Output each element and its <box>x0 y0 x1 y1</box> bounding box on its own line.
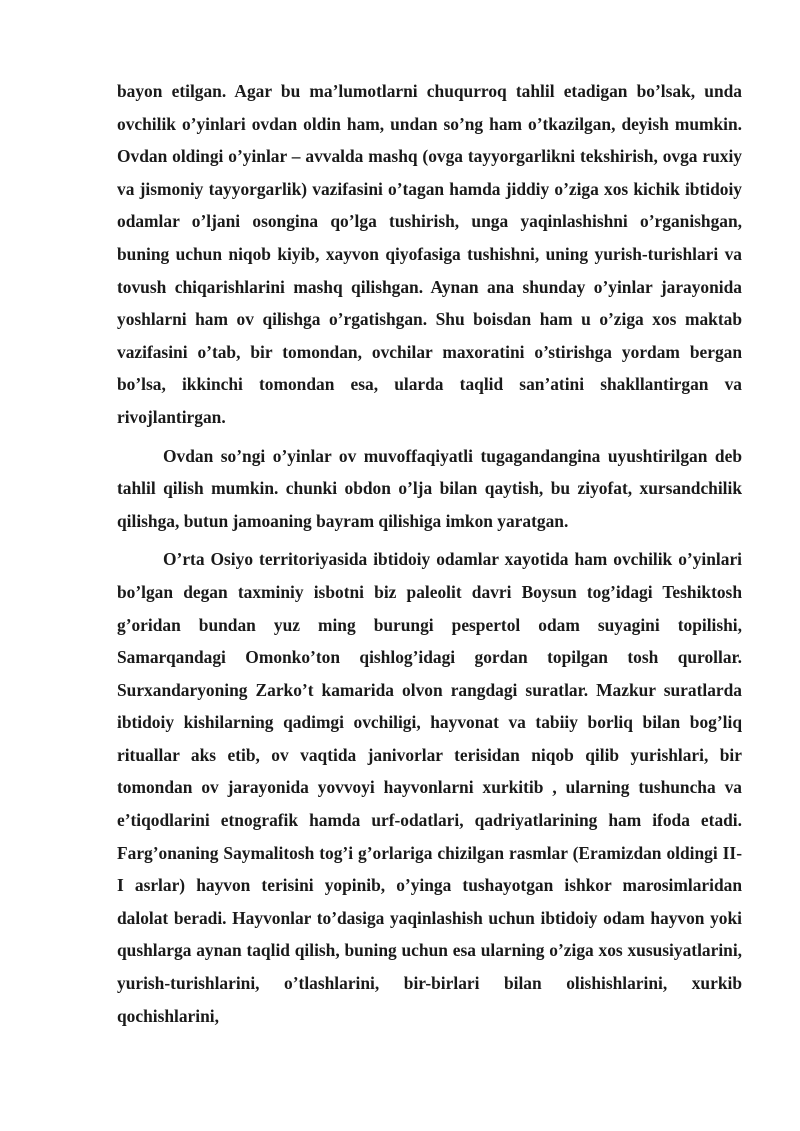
paragraph-2: Ovdan so’ngi o’yinlar ov muvoffaqiyatli tugagandangina uyushtirilgan deb tahlil qilish mumkin. chunki obdon o’lja bilan qaytish, bu ziyofat, xursandchilik qilishga, butun jamoaning bayram qilishiga imkon yaratgan. <box>117 445 742 531</box>
paragraph-1: bayon etilgan. Agar bu ma’lumotlarni chuqurroq tahlil etadigan bo’lsak, unda ovchilik o’yinlari ovdan oldin ham, undan so’ng ham o’tkazilgan, deyish mumkin. Ovdan oldingi o’yinlar – avvalda mashq (ovga tayyorgarlikni tekshirish, ovga ruxiy va jismoniy tayyorgarlik) vazifasini o’tagan hamda jiddiy o’ziga xos kichik ibtidoiy odamlar o’ljani osongina qo’lga tushirish, unga yaqinlashishni o’rganishgan, buning uchun niqob kiyib, xayvon qiyofasiga tushishni, uning yurish-turishlari va tovush chiqarishlarini mashq qilishgan. Aynan ana shunday o’yinlar jarayonida yoshlarni ham ov qilishga o’rgatishgan. Shu boisdan ham u o’ziga xos maktab vazifasini o’tab, bir tomondan, ovchilar maxoratini o’stirishga yordam bergan bo’lsa, ikkinchi tomondan esa, ularda taqlid san’atini shakllantirgan va rivojlantirgan. <box>117 81 742 427</box>
document-page <box>117 75 742 1032</box>
paragraph-3: O’rta Osiyo territoriyasida ibtidoiy odamlar xayotida ham ovchilik o’yinlari bo’lgan degan taxminiy isbotni biz paleolit davri Boysun tog’idagi Teshiktosh g’oridan bundan yuz ming burungi pespertol odam suyagini topilishi, Samarqandagi Omonko’ton qishlog’idagi gordan topilgan tosh qurollar. Surxandaryoning Zarko’t kamarida olvon rangdagi suratlar. Mazkur suratlarda ibtidoiy kishilarning qadimgi ovchiligi, hayvonat va tabiiy borliq bilan bog’liq rituallar aks etib, ov vaqtida janivorlar terisidan niqob qilib yurishlari, bir tomondan ov jarayonida yovvoyi hayvonlarni xurkitib , ularning tushuncha va e’tiqodlarini etnografik hamda urf-odatlari, qadriyatlarining ham ifoda etadi. Farg’onaning Saymalitosh tog’i g’orlariga chizilgan rasmlar (Eramizdan oldingi II-I asrlar) hayvon terisini yopinib, o’yinga tushayotgan ishkor marosimlaridan dalolat beradi. Hayvonlar to’dasiga yaqinlashish uchun ibtidoiy odam hayvon yoki qushlarga aynan taqlid qilish, buning uchun esa ularning o’ziga xos xususiyatlarini, yurish-turishlarini, o’tlashlarini, bir-birlari bilan olishishlarini, xurkib qochishlarini, <box>117 549 742 1026</box>
